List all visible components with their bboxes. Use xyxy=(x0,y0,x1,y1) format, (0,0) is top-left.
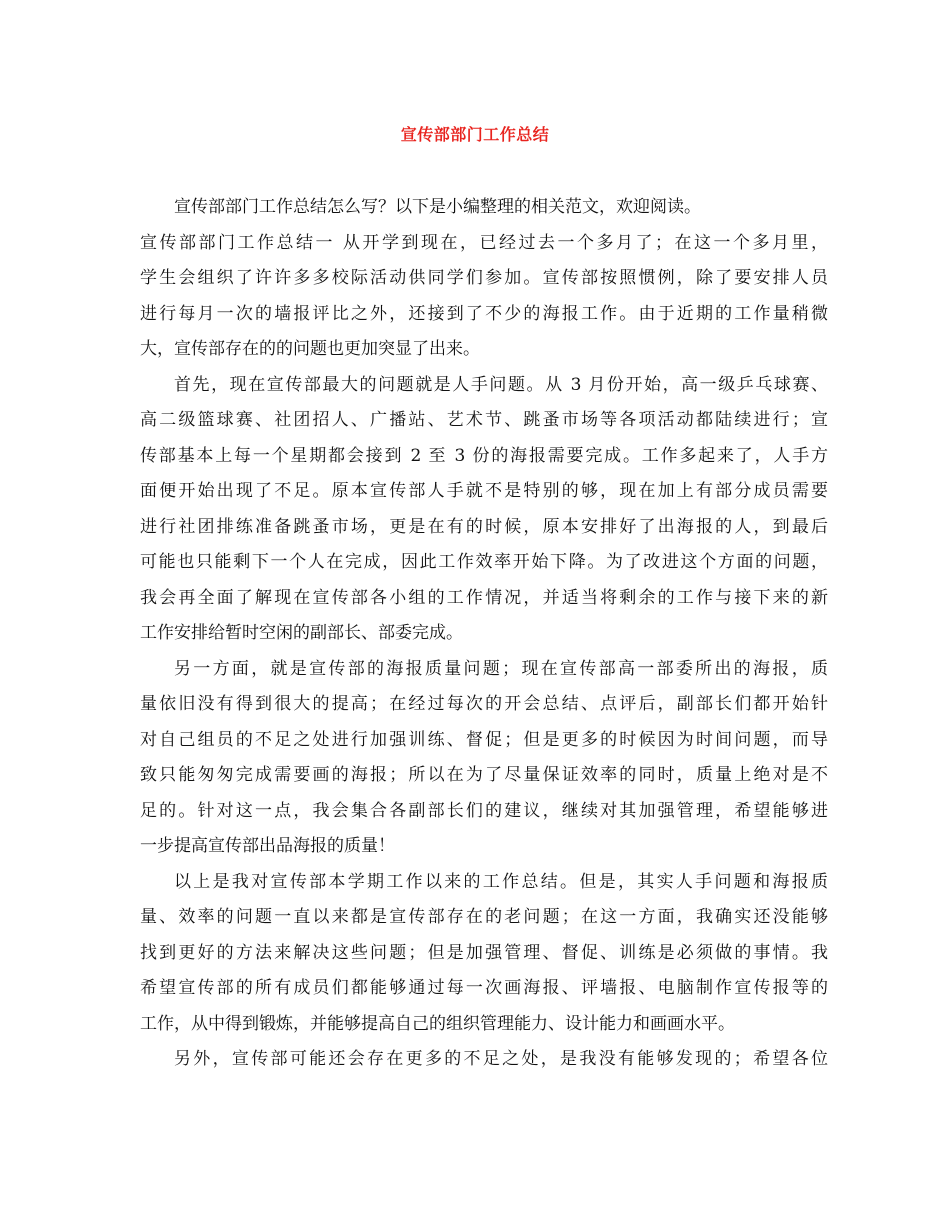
paragraph-line: 量依旧没有得到很大的提高；在经过每次的开会总结、点评后，副部长们都开始针 xyxy=(140,694,828,714)
paragraph-line: 量、效率的问题一直以来都是宣传部存在的老问题；在这一方面，我确实还没能够 xyxy=(140,907,828,927)
paragraph-line: 足的。针对这一点，我会集合各副部长们的建议，继续对其加强管理，希望能够进 xyxy=(140,800,828,821)
paragraph-line: 对自己组员的不足之处进行加强训练、督促；但是更多的时候因为时间问题，而导 xyxy=(140,729,828,750)
paragraph-line: 以上是我对宣传部本学期工作以来的工作总结。但是，其实人手问题和海报质 xyxy=(174,871,828,892)
paragraph-line: 大，宣传部存在的的问题也更加突显了出来。 xyxy=(140,339,480,359)
paragraph-line: 找到更好的方法来解决这些问题；但是加强管理、督促、训练是必须做的事情。我 xyxy=(140,942,828,963)
paragraph-line: 学生会组织了许许多多校际活动供同学们参加。宣传部按照惯例，除了要安排人员 xyxy=(140,268,828,288)
paragraph-line: 致只能匆匆完成需要画的海报；所以在为了尽量保证效率的同时，质量上绝对是不 xyxy=(140,765,828,785)
document-title: 宣传部部门工作总结 xyxy=(400,125,550,144)
paragraph-line: 传部基本上每一个星期都会接到 2 至 3 份的海报需要完成。工作多起来了，人手方 xyxy=(140,445,828,466)
paragraph-line: 另外，宣传部可能还会存在更多的不足之处，是我没有能够发现的；希望各位 xyxy=(174,1049,828,1069)
paragraph-line: 可能也只能剩下一个人在完成，因此工作效率开始下降。为了改进这个方面的问题， xyxy=(140,552,828,572)
paragraph-line: 进行社团排练准备跳蚤市场，更是在有的时候，原本安排好了出海报的人，到最后 xyxy=(140,516,828,537)
paragraph-line: 另一方面，就是宣传部的海报质量问题；现在宣传部高一部委所出的海报，质 xyxy=(174,658,828,679)
paragraph-line: 希望宣传部的所有成员们都能够通过每一次画海报、评墙报、电脑制作宣传报等的 xyxy=(140,978,828,998)
paragraph-line: 首先，现在宣传部最大的问题就是人手问题。从 3 月份开始，高一级乒乓球赛、 xyxy=(174,374,828,395)
paragraph-line: 工作，从中得到锻炼，并能够提高自己的组织管理能力、设计能力和画画水平。 xyxy=(140,1013,735,1034)
paragraph-line: 进行每月一次的墙报评比之外，还接到了不少的海报工作。由于近期的工作量稍微 xyxy=(140,303,828,324)
paragraph-line: 宣传部部门工作总结怎么写？以下是小编整理的相关范文，欢迎阅读。 xyxy=(174,197,701,217)
paragraph-line: 工作安排给暂时空闲的副部长、部委完成。 xyxy=(140,623,463,643)
document-body xyxy=(140,190,828,1078)
paragraph-line: 宣传部部门工作总结一 从开学到现在，已经过去一个多月了；在这一个多月里， xyxy=(140,232,828,253)
paragraph-line: 一步提高宣传部出品海报的质量！ xyxy=(140,836,395,856)
paragraph-line: 面便开始出现了不足。原本宣传部人手就不是特别的够，现在加上有部分成员需要 xyxy=(140,481,828,501)
paragraph-line: 高二级篮球赛、社团招人、广播站、艺术节、跳蚤市场等各项活动都陆续进行；宣 xyxy=(140,410,828,430)
paragraph-line: 我会再全面了解现在宣传部各小组的工作情况，并适当将剩余的工作与接下来的新 xyxy=(140,587,828,608)
